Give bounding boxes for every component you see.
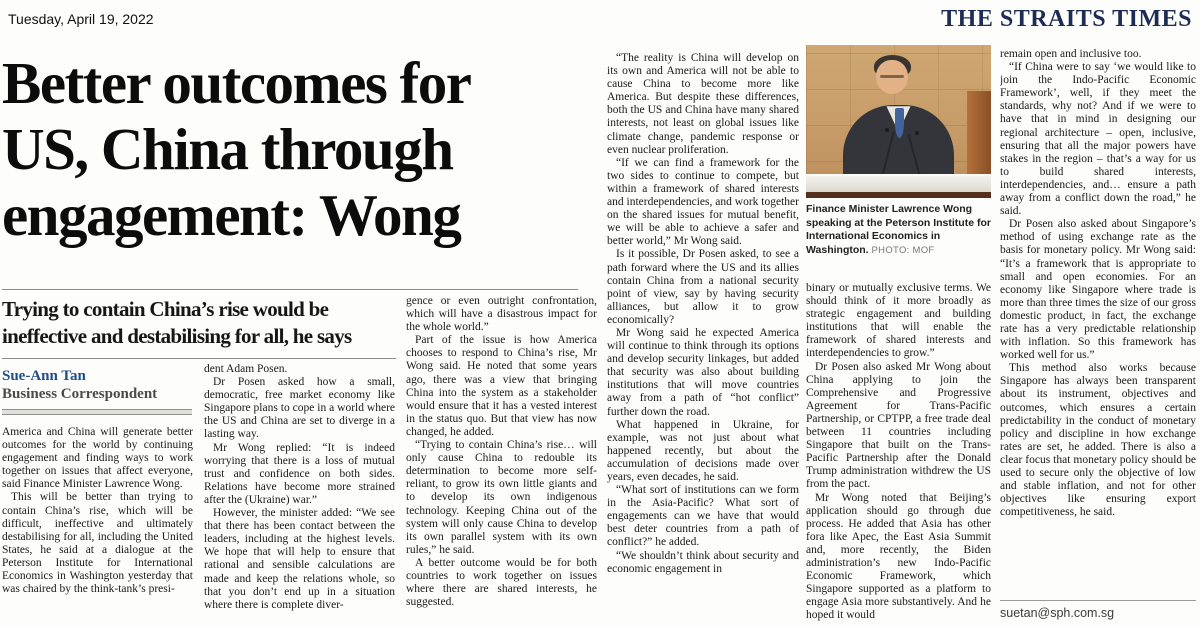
headline-line: Better outcomes for [2, 50, 471, 116]
article-paragraph: Is it possible, Dr Posen asked, to see a path forward where the US and its allies contain China from a national security point of view, say by having security alliances, but allow it to grow economically? [607, 248, 799, 326]
photo-caption [806, 203, 991, 257]
article-paragraph: “We shouldn’t think about security and economic engagement in [607, 549, 799, 575]
photo-caption-text: Finance Minister Lawrence Wong speaking at the Peterson Institute for International Economics in Washington. [806, 203, 991, 256]
article-paragraph: “The reality is China will develop on its own and America will not be able to cause China to become more like America. But despite these differences, both the US and China have many shared interests, not least on global issues like climate change, pandemic response or even nuclear proliferation. [607, 52, 799, 156]
article-paragraph: “What sort of institutions can we form in the Asia-Pacific? What sort of engagements can we have that would best deter countries from a path of conflict?” he added. [607, 484, 799, 549]
article-column-4 [607, 52, 799, 627]
photo-credit: PHOTO: MOF [871, 244, 935, 256]
article-column-3 [406, 295, 597, 627]
subheadline-divider [2, 358, 396, 359]
microphone-icon [915, 131, 919, 135]
article-paragraph: America and China will generate better outcomes for the world by continuing engagement and finding ways to work together on issues that affect everyone, said Finance Minister Lawrence Wong. [2, 426, 193, 491]
byline-role: Business Correspondent [2, 386, 158, 402]
article-column-5 [806, 282, 991, 627]
article-paragraph: Dr Posen also asked about Singapore’s method of using exchange rate as the basis for monetary policy. Mr Wong said: “It’s a framework that is appropriate to small and open economies. For an economy like Singapore where trade is more than three times the size of our gross domestic product, in fact, the exchange rate has a very predictable relationship with inflation. So this framework has worked well for us.” [1000, 218, 1196, 362]
headline-divider [2, 289, 578, 290]
article-paragraph: dent Adam Posen. [204, 363, 288, 375]
article-column-2 [204, 363, 395, 627]
article-subheadline [2, 296, 352, 350]
article-paragraph: This method also works because Singapore has always been transparent about its instrument, objectives and outcomes, which ensures a certain predictability in the conduct of monetary policy and discipline in how exchange rates are set, he added. There is also a clear focus that monetary policy should be used to secure only the objective of low and stable inflation, and not for other objectives like ensuring export competitiveness, he said. [1000, 362, 1196, 519]
photo-railing [806, 192, 991, 198]
article-paragraph: Part of the issue is how America chooses to respond to China’s rise, Mr Wong said. He noted that some years ago, there was a view that bringing China into the system as a stakeholder would ensure that it has a vested interest in the status quo. But that view has now changed, he added. [406, 334, 597, 438]
article-paragraph: binary or mutually exclusive terms. We should think of it more broadly as strategic engagement and building institutions that will enable the framework of shared interests and interdependencies to grow.” [806, 282, 991, 360]
subheadline-line: ineffective and destabilising for all, he says [2, 324, 352, 348]
article-paragraph: Mr Wong replied: “It is indeed worrying that there is a loss of mutual trust and confidence on both sides. Relations have become more strained after the (Ukraine) war.” [204, 441, 395, 506]
author-email-link[interactable]: suetan@sph.com.sg [1000, 606, 1115, 620]
article-paragraph: “Trying to contain China’s rise… will only cause China to redouble its determination to become more self-reliant, to grow its own little giants and to develop its own indigenous technology. Keeping China out of the system will only cause China to develop its own parallel system with its own rules,” he said. [406, 439, 597, 556]
byline-author: Sue-Ann Tan [2, 368, 86, 384]
masthead-logo[interactable]: THE STRAITS TIMES [941, 6, 1192, 32]
article-photo [806, 45, 991, 198]
article-paragraph: A better outcome would be for both countries to work together on issues where there are shared interests, he suggested. [406, 556, 597, 609]
article-paragraph: This will be better than trying to contain China’s rise, which will be difficult, ineffective and ultimately destabilising for all, including the United States, he said at a dialogue at the Peterson Institute for International Economics in Washington yesterday that was chaired by the think-tank’s presi- [2, 491, 193, 596]
photo-lectern [806, 174, 991, 194]
article-paragraph: remain open and inclusive too. [1000, 48, 1142, 60]
article-paragraph: What happened in Ukraine, for example, was not just about what happened recently, but about the accumulation of decisions made over years, even decades, he said. [607, 418, 799, 483]
article-paragraph: Mr Wong noted that Beijing’s application should go through due process. He added that Asia has other fora like Apec, the East Asia Summit and, more recently, the Biden administration’s new Indo-Pacific Economic Framework, which Singapore supported as a platform to engage Asia more substantively. And he hoped it would [806, 491, 991, 622]
headline-line: engagement: Wong [2, 182, 461, 248]
microphone-icon [885, 128, 889, 132]
photo-wall-pillar [967, 91, 991, 177]
email-divider [1000, 600, 1196, 601]
article-paragraph: Mr Wong said he expected America will continue to think through its options and develop security linkages, but added that security was also about building institutions that will move countries away from a path of “hot conflict” further down the road. [607, 326, 799, 418]
article-column-1 [2, 426, 193, 627]
article-paragraph: However, the minister added: “We see that there has been contact between the leaders, including at the highest levels. We hope that will help to ensure that rational and sensible calculations are made and keep the relations whole, so that you don’t end up in a situation where there is complete diver- [204, 507, 395, 611]
article-headline [2, 50, 597, 248]
article-paragraph: Dr Posen asked how a small, democratic, free market economy like Singapore plans to cope in a world where the US and China are set to diverge in a lasting way. [204, 376, 395, 441]
issue-date: Tuesday, April 19, 2022 [8, 11, 154, 27]
subheadline-line: Trying to contain China’s rise would be [2, 297, 329, 321]
byline-divider [2, 409, 192, 415]
article-paragraph: gence or even outright confrontation, which will have a disastrous impact for the whole world.” [406, 295, 597, 334]
byline [2, 367, 157, 403]
photo-speaker-tie [895, 108, 904, 139]
photo-speaker-glasses [880, 75, 904, 78]
article-paragraph: Dr Posen also asked Mr Wong about China applying to join the Comprehensive and Progressive Agreement for Trans-Pacific Partnership, or CPTPP, a free trade deal between 11 countries including Singapore that built on the Trans-Pacific Partnership after the Donald Trump administration withdrew the US from the pact. [806, 360, 991, 491]
article-paragraph: “If we can find a framework for the two sides to continue to compete, but within a framework of shared interests and interdependencies, and work together on the shared issues for mutual benefit, we will be able to achieve a safer and better world,” Mr Wong said. [607, 156, 799, 248]
article-column-6 [1000, 48, 1196, 596]
article-paragraph: “If China were to say ‘we would like to join the Indo-Pacific Economic Framework’, well, if they meet the standards, why not? And if we were to have that in mind in designing our regional architecture – open, inclusive, ensuring that all the major powers have stakes in the region – that’s a way for us to build shared interests, interdependencies, and… ensure a path away from a conflict down the road,” he said. [1000, 61, 1196, 218]
headline-line: US, China through [2, 116, 453, 182]
